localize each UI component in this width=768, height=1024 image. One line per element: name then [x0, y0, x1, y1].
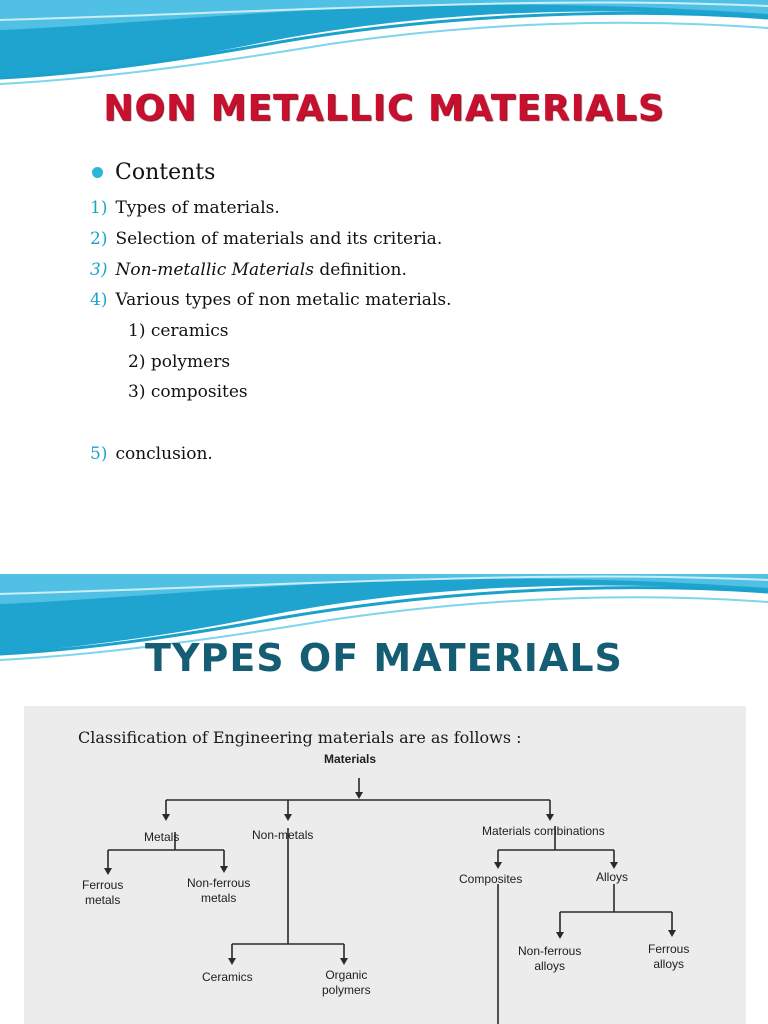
node-line: Ferrous: [82, 878, 124, 892]
node-line: alloys: [653, 957, 685, 971]
sub-item: 3) composites: [128, 382, 248, 402]
node-composites: Composites: [459, 872, 523, 886]
list-item: [90, 290, 452, 310]
list-item: [90, 444, 213, 464]
node-line: alloys: [534, 959, 566, 973]
node-ceramics: Ceramics: [202, 970, 253, 984]
item-number: 5): [90, 444, 108, 464]
item-text: Various types of non metalic materials.: [115, 290, 452, 310]
item-number: 3): [90, 260, 108, 280]
node-ferrous-metals: [82, 878, 123, 908]
node-line: Organic: [325, 968, 368, 982]
node-line: polymers: [322, 983, 371, 997]
node-non-ferrous-alloys: [518, 944, 581, 974]
node-line: Non-ferrous: [518, 944, 582, 958]
node-non-ferrous-metals: [187, 876, 250, 906]
item-text-italic: Non-metallic Materials: [115, 260, 314, 280]
node-alloys: Alloys: [596, 870, 629, 884]
node-non-metals: Non-metals: [252, 828, 314, 842]
sub-item: 2) polymers: [128, 352, 231, 372]
diagram-heading: Classification of Engineering materials are as follows :: [78, 728, 522, 747]
slide-title: NON METALLIC MATERIALS: [103, 88, 665, 129]
node-materials: Materials: [324, 752, 377, 766]
contents-heading: [92, 160, 215, 185]
node-organic-polymers: [322, 968, 371, 998]
list-item: [90, 229, 442, 249]
node-line: metals: [201, 891, 237, 905]
item-text: definition.: [313, 260, 407, 280]
sub-item: 1) ceramics: [128, 321, 229, 341]
classification-diagram: [24, 706, 746, 1024]
node-metals: Metals: [144, 830, 180, 844]
node-line: Ferrous: [648, 942, 690, 956]
list-item: [90, 260, 407, 280]
item-number: 1): [90, 198, 108, 218]
item-number: 4): [90, 290, 108, 310]
node-line: metals: [85, 893, 121, 907]
item-text: Types of materials.: [115, 198, 280, 218]
slide-gap: [0, 560, 768, 574]
node-ferrous-alloys: [648, 942, 689, 972]
bullet-icon: [92, 167, 103, 178]
item-number: 2): [90, 229, 108, 249]
header-wave-decoration: [0, 0, 768, 90]
tree-connectors: [24, 706, 746, 1024]
item-text: Selection of materials and its criteria.: [115, 229, 443, 249]
node-line: Non-ferrous: [187, 876, 251, 890]
node-materials-combinations: Materials combinations: [482, 824, 605, 838]
item-text: conclusion.: [115, 444, 213, 464]
contents-label: Contents: [115, 160, 216, 185]
slide-2: [0, 574, 768, 1024]
slide-title: TYPES OF MATERIALS: [145, 636, 623, 680]
list-item: [90, 198, 280, 218]
